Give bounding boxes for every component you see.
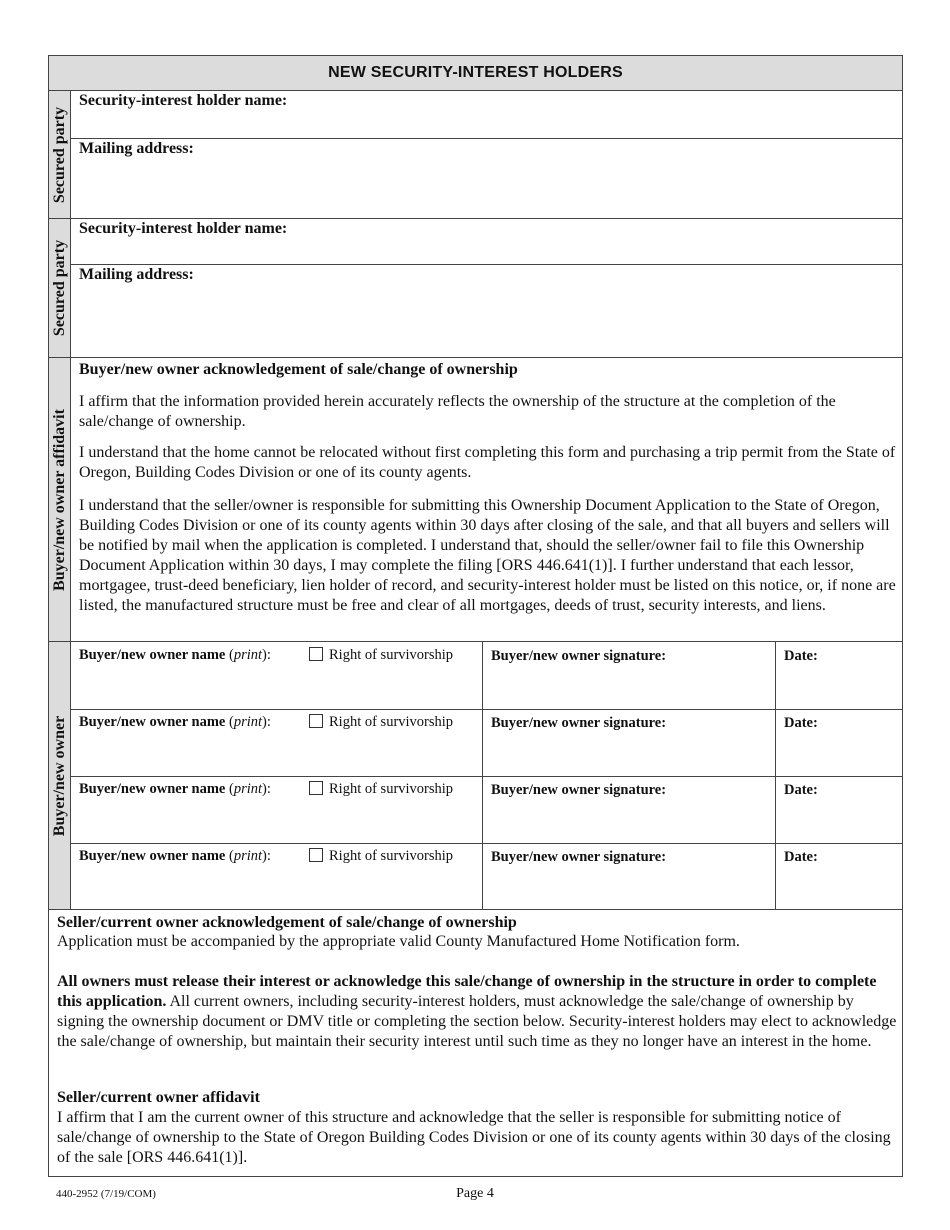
affidavit-heading: Buyer/new owner acknowledgement of sale/change of ownership	[79, 361, 518, 378]
secured-party-1-band-label: Secured party	[51, 106, 68, 204]
divider	[49, 357, 902, 358]
survivorship-option[interactable]: Right of survivorship	[309, 714, 453, 731]
survivorship-checkbox[interactable]	[309, 647, 323, 661]
survivorship-checkbox[interactable]	[309, 781, 323, 795]
secured-party-1-address-label: Mailing address:	[79, 140, 194, 157]
secured-party-2-band-label: Secured party	[51, 239, 68, 337]
survivorship-option[interactable]: Right of survivorship	[309, 848, 453, 865]
buyer-name-label: Buyer/new owner name (print):	[79, 647, 271, 663]
secured-party-2-name-label: Security-interest holder name:	[79, 220, 288, 237]
divider	[71, 776, 902, 777]
survivorship-checkbox[interactable]	[309, 714, 323, 728]
buyer-band	[49, 642, 71, 910]
security-interest-form	[48, 55, 903, 1177]
secured-party-2-address-field[interactable]	[72, 285, 902, 357]
buyer-affidavit-band-label: Buyer/new owner affidavit	[51, 409, 68, 591]
buyer-signature-label: Buyer/new owner signature:	[491, 648, 667, 664]
buyer-date-label: Date:	[784, 648, 818, 664]
divider	[71, 709, 902, 710]
survivorship-option[interactable]: Right of survivorship	[309, 647, 453, 664]
buyer-signature-label: Buyer/new owner signature:	[491, 715, 667, 731]
buyer-name-label: Buyer/new owner name (print):	[79, 781, 271, 797]
secured-party-1-band	[49, 91, 71, 219]
buyer-affidavit-band	[49, 358, 71, 642]
secured-party-2-address-label: Mailing address:	[79, 266, 194, 283]
divider	[71, 843, 902, 844]
section-header: NEW SECURITY-INTEREST HOLDERS	[49, 56, 902, 91]
buyer-date-label: Date:	[784, 782, 818, 798]
survivorship-checkbox[interactable]	[309, 848, 323, 862]
secured-party-1-name-label: Security-interest holder name:	[79, 92, 288, 109]
buyer-date-label: Date:	[784, 849, 818, 865]
buyer-name-label: Buyer/new owner name (print):	[79, 848, 271, 864]
seller-release-paragraph: All owners must release their interest or acknowledge this sale/change of ownership in the structure in order to complete this application. All current owners, including security-interest holders, must acknowledge the sale/change of ownership by signing the ownership document or DMV title or completing the section below. Security-interest holders may elect to acknowledge the sale/change of ownership, but maintain their security interest until such time as they no longer have an interest in the home.	[57, 973, 897, 1050]
secured-party-2-name-field[interactable]	[72, 238, 902, 264]
seller-note: Application must be accompanied by the appropriate valid County Manufactured Home Notification form.	[57, 933, 740, 950]
secured-party-2-band	[49, 219, 71, 357]
buyer-signature-label: Buyer/new owner signature:	[491, 849, 667, 865]
divider	[49, 218, 902, 219]
seller-heading: Seller/current owner acknowledgement of sale/change of ownership	[57, 914, 517, 931]
buyer-band-label: Buyer/new owner	[51, 715, 68, 837]
divider	[71, 138, 902, 139]
secured-party-1-address-field[interactable]	[72, 159, 902, 218]
affidavit-paragraph: I affirm that the information provided herein accurately reflects the ownership of the structure at the completion of the sale/change of ownership.	[79, 393, 836, 430]
page-number: Page 4	[456, 1186, 494, 1201]
divider	[49, 909, 902, 910]
affidavit-paragraph: I understand that the seller/owner is responsible for submitting this Ownership Document Application to the State of Oregon, Building Codes Division or one of its county agents within 30 days after closing of the sale, and that all buyers and sellers will be notified by mail when the application is completed. I understand that, should the seller/owner fail to file this Ownership Document Application within 30 days, I may complete the filing [ORS 446.641(1)]. I further understand that each lessor, mortgagee, trust-deed beneficiary, lien holder of record, and security-interest holder must be listed on this notice, or, if none are listed, the manufactured structure must be free and clear of all mortgages, deeds of trust, security interests, and liens.	[79, 497, 896, 614]
seller-affidavit-text: I affirm that I am the current owner of this structure and acknowledge that the seller is responsible for submitting notice of sale/change of ownership to the State of Oregon Building Codes Division or one of its county agents within 30 days of the closing of the sale [ORS 446.641(1)].	[57, 1109, 891, 1166]
divider	[71, 264, 902, 265]
survivorship-option[interactable]: Right of survivorship	[309, 781, 453, 798]
buyer-name-label: Buyer/new owner name (print):	[79, 714, 271, 730]
form-number: 440-2952 (7/19/COM)	[56, 1188, 156, 1200]
buyer-date-label: Date:	[784, 715, 818, 731]
seller-affidavit-heading: Seller/current owner affidavit	[57, 1089, 260, 1106]
affidavit-paragraph: I understand that the home cannot be relocated without first completing this form and purchasing a trip permit from the State of Oregon, Building Codes Division or one of its county agents.	[79, 444, 896, 481]
secured-party-1-name-field[interactable]	[72, 108, 902, 138]
buyer-signature-label: Buyer/new owner signature:	[491, 782, 667, 798]
